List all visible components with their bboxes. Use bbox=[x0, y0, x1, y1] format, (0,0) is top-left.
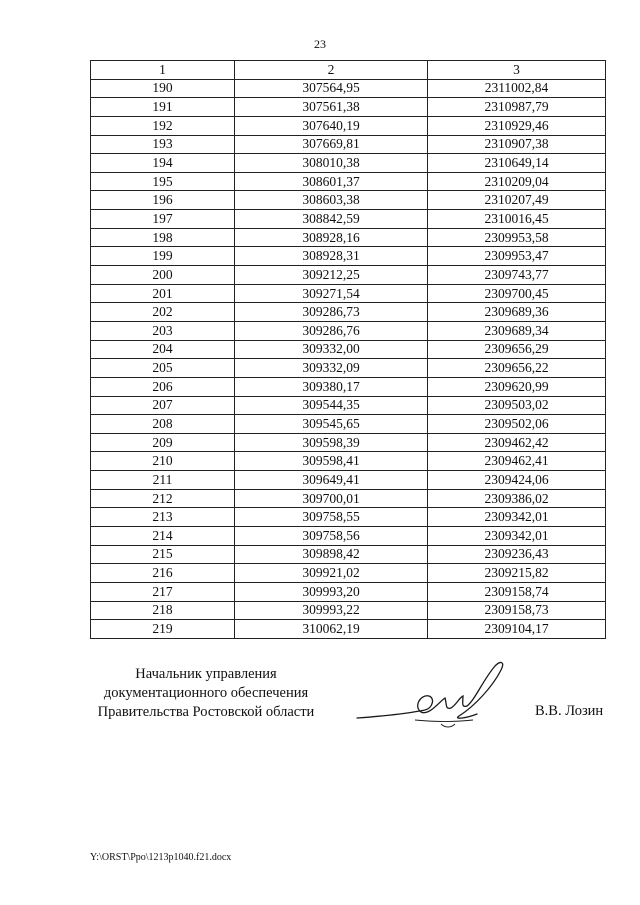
table-row bbox=[91, 266, 606, 285]
point-number-cell: 192 bbox=[91, 116, 235, 135]
point-number-cell: 213 bbox=[91, 508, 235, 527]
column-header-2: 2 bbox=[235, 61, 428, 80]
table-row bbox=[91, 247, 606, 266]
y-coordinate-cell: 2310207,49 bbox=[428, 191, 606, 210]
x-coordinate-cell: 309380,17 bbox=[235, 377, 428, 396]
table-row bbox=[91, 527, 606, 546]
y-coordinate-cell: 2309462,41 bbox=[428, 452, 606, 471]
point-number-cell: 209 bbox=[91, 433, 235, 452]
point-number-cell: 216 bbox=[91, 564, 235, 583]
table-row bbox=[91, 210, 606, 229]
y-coordinate-cell: 2309700,45 bbox=[428, 284, 606, 303]
table-row bbox=[91, 545, 606, 564]
point-number-cell: 191 bbox=[91, 98, 235, 117]
table-row bbox=[91, 620, 606, 639]
x-coordinate-cell: 309758,55 bbox=[235, 508, 428, 527]
signer-name: В.В. Лозин bbox=[535, 703, 604, 719]
table-body bbox=[91, 79, 606, 638]
x-coordinate-cell: 309758,56 bbox=[235, 527, 428, 546]
signer-position-line-3: Правительства Ростовской области bbox=[97, 704, 315, 720]
page-number: 23 bbox=[314, 37, 326, 51]
table-row bbox=[91, 433, 606, 452]
x-coordinate-cell: 307564,95 bbox=[235, 79, 428, 98]
point-number-cell: 204 bbox=[91, 340, 235, 359]
y-coordinate-cell: 2309503,02 bbox=[428, 396, 606, 415]
y-coordinate-cell: 2309462,42 bbox=[428, 433, 606, 452]
x-coordinate-cell: 309700,01 bbox=[235, 489, 428, 508]
y-coordinate-cell: 2310987,79 bbox=[428, 98, 606, 117]
table-row bbox=[91, 359, 606, 378]
point-number-cell: 219 bbox=[91, 620, 235, 639]
y-coordinate-cell: 2309656,22 bbox=[428, 359, 606, 378]
table-header-row bbox=[91, 61, 606, 80]
x-coordinate-cell: 308842,59 bbox=[235, 210, 428, 229]
x-coordinate-cell: 309212,25 bbox=[235, 266, 428, 285]
y-coordinate-cell: 2309342,01 bbox=[428, 508, 606, 527]
y-coordinate-cell: 2309236,43 bbox=[428, 545, 606, 564]
point-number-cell: 208 bbox=[91, 415, 235, 434]
point-number-cell: 198 bbox=[91, 228, 235, 247]
point-number-cell: 207 bbox=[91, 396, 235, 415]
y-coordinate-cell: 2309502,06 bbox=[428, 415, 606, 434]
column-header-1: 1 bbox=[91, 61, 235, 80]
y-coordinate-cell: 2309158,73 bbox=[428, 601, 606, 620]
table-row bbox=[91, 228, 606, 247]
point-number-cell: 215 bbox=[91, 545, 235, 564]
x-coordinate-cell: 308601,37 bbox=[235, 172, 428, 191]
y-coordinate-cell: 2311002,84 bbox=[428, 79, 606, 98]
point-number-cell: 199 bbox=[91, 247, 235, 266]
y-coordinate-cell: 2310209,04 bbox=[428, 172, 606, 191]
x-coordinate-cell: 307561,38 bbox=[235, 98, 428, 117]
y-coordinate-cell: 2309953,47 bbox=[428, 247, 606, 266]
signer-position-line-1: Начальник управления bbox=[135, 666, 277, 682]
table-row bbox=[91, 582, 606, 601]
x-coordinate-cell: 309332,00 bbox=[235, 340, 428, 359]
y-coordinate-cell: 2309743,77 bbox=[428, 266, 606, 285]
x-coordinate-cell: 307640,19 bbox=[235, 116, 428, 135]
table-row bbox=[91, 340, 606, 359]
y-coordinate-cell: 2310016,45 bbox=[428, 210, 606, 229]
point-number-cell: 211 bbox=[91, 471, 235, 490]
x-coordinate-cell: 309993,20 bbox=[235, 582, 428, 601]
point-number-cell: 217 bbox=[91, 582, 235, 601]
point-number-cell: 210 bbox=[91, 452, 235, 471]
table-row bbox=[91, 191, 606, 210]
y-coordinate-cell: 2309386,02 bbox=[428, 489, 606, 508]
point-number-cell: 205 bbox=[91, 359, 235, 378]
point-number-cell: 194 bbox=[91, 154, 235, 173]
y-coordinate-cell: 2309689,34 bbox=[428, 321, 606, 340]
y-coordinate-cell: 2309424,06 bbox=[428, 471, 606, 490]
table-row bbox=[91, 98, 606, 117]
x-coordinate-cell: 309286,76 bbox=[235, 321, 428, 340]
x-coordinate-cell: 308928,16 bbox=[235, 228, 428, 247]
y-coordinate-cell: 2310907,38 bbox=[428, 135, 606, 154]
table-row bbox=[91, 154, 606, 173]
point-number-cell: 212 bbox=[91, 489, 235, 508]
y-coordinate-cell: 2310649,14 bbox=[428, 154, 606, 173]
point-number-cell: 193 bbox=[91, 135, 235, 154]
coordinates-table bbox=[90, 60, 606, 639]
point-number-cell: 200 bbox=[91, 266, 235, 285]
table-row bbox=[91, 471, 606, 490]
point-number-cell: 197 bbox=[91, 210, 235, 229]
document-file-path: Y:\ORST\Ppo\1213p1040.f21.docx bbox=[90, 852, 232, 863]
point-number-cell: 196 bbox=[91, 191, 235, 210]
x-coordinate-cell: 309649,41 bbox=[235, 471, 428, 490]
table-row bbox=[91, 116, 606, 135]
table-row bbox=[91, 284, 606, 303]
x-coordinate-cell: 309286,73 bbox=[235, 303, 428, 322]
point-number-cell: 206 bbox=[91, 377, 235, 396]
point-number-cell: 195 bbox=[91, 172, 235, 191]
x-coordinate-cell: 309993,22 bbox=[235, 601, 428, 620]
y-coordinate-cell: 2309620,99 bbox=[428, 377, 606, 396]
table-row bbox=[91, 377, 606, 396]
table-row bbox=[91, 79, 606, 98]
y-coordinate-cell: 2309689,36 bbox=[428, 303, 606, 322]
y-coordinate-cell: 2309342,01 bbox=[428, 527, 606, 546]
x-coordinate-cell: 309898,42 bbox=[235, 545, 428, 564]
y-coordinate-cell: 2309656,29 bbox=[428, 340, 606, 359]
y-coordinate-cell: 2310929,46 bbox=[428, 116, 606, 135]
table-row bbox=[91, 321, 606, 340]
table-row bbox=[91, 415, 606, 434]
table-row bbox=[91, 172, 606, 191]
point-number-cell: 203 bbox=[91, 321, 235, 340]
x-coordinate-cell: 308928,31 bbox=[235, 247, 428, 266]
table-row bbox=[91, 303, 606, 322]
table-row bbox=[91, 489, 606, 508]
x-coordinate-cell: 309544,35 bbox=[235, 396, 428, 415]
table-row bbox=[91, 564, 606, 583]
y-coordinate-cell: 2309158,74 bbox=[428, 582, 606, 601]
x-coordinate-cell: 308603,38 bbox=[235, 191, 428, 210]
x-coordinate-cell: 308010,38 bbox=[235, 154, 428, 173]
table-row bbox=[91, 508, 606, 527]
x-coordinate-cell: 309921,02 bbox=[235, 564, 428, 583]
x-coordinate-cell: 309332,09 bbox=[235, 359, 428, 378]
x-coordinate-cell: 309271,54 bbox=[235, 284, 428, 303]
point-number-cell: 201 bbox=[91, 284, 235, 303]
y-coordinate-cell: 2309104,17 bbox=[428, 620, 606, 639]
handwritten-signature bbox=[355, 658, 515, 733]
table-row bbox=[91, 452, 606, 471]
point-number-cell: 214 bbox=[91, 527, 235, 546]
x-coordinate-cell: 309598,39 bbox=[235, 433, 428, 452]
column-header-3: 3 bbox=[428, 61, 606, 80]
x-coordinate-cell: 310062,19 bbox=[235, 620, 428, 639]
signer-position-line-2: документационного обеспечения bbox=[103, 685, 309, 701]
point-number-cell: 218 bbox=[91, 601, 235, 620]
point-number-cell: 202 bbox=[91, 303, 235, 322]
x-coordinate-cell: 307669,81 bbox=[235, 135, 428, 154]
x-coordinate-cell: 309545,65 bbox=[235, 415, 428, 434]
table-row bbox=[91, 601, 606, 620]
y-coordinate-cell: 2309215,82 bbox=[428, 564, 606, 583]
y-coordinate-cell: 2309953,58 bbox=[428, 228, 606, 247]
table-row bbox=[91, 396, 606, 415]
signature-block-title bbox=[88, 665, 324, 722]
x-coordinate-cell: 309598,41 bbox=[235, 452, 428, 471]
point-number-cell: 190 bbox=[91, 79, 235, 98]
table-row bbox=[91, 135, 606, 154]
